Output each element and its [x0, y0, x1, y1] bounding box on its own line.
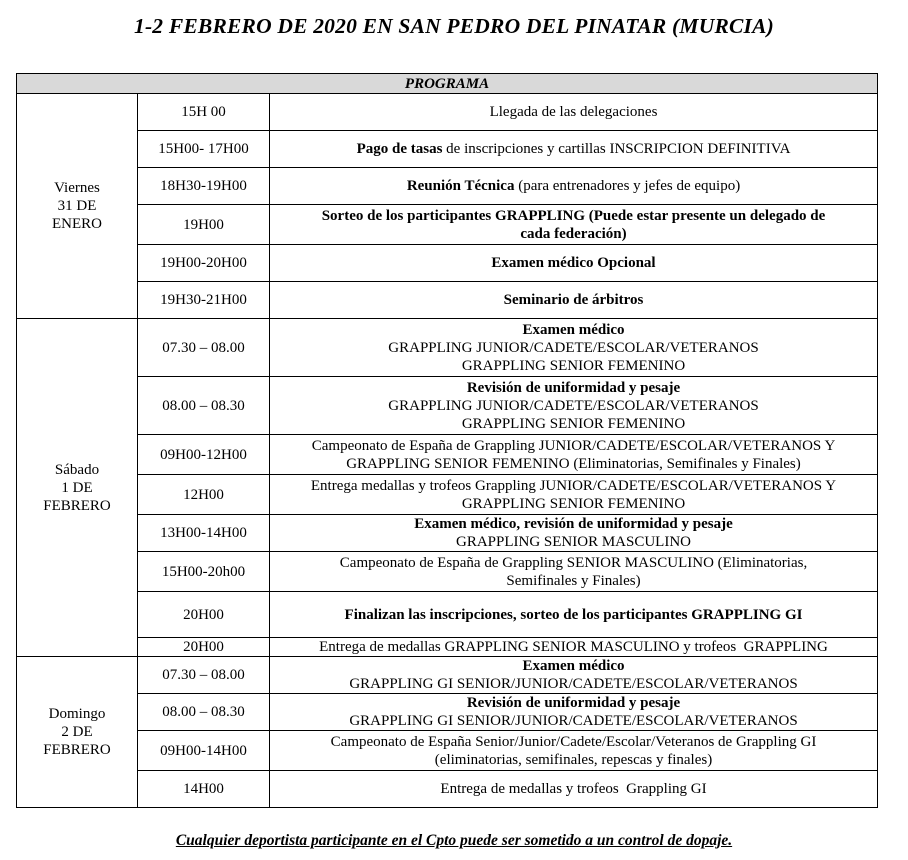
program-header-row	[17, 74, 878, 94]
activity-text: GRAPPLING SENIOR FEMENINO (Eliminatorias, Semifinales y Finales)	[346, 455, 801, 472]
activity-line	[276, 694, 871, 712]
activity-line	[276, 572, 871, 590]
activity-cell	[270, 205, 878, 245]
schedule-row	[17, 638, 878, 657]
activity-cell	[270, 168, 878, 205]
activity-line	[276, 254, 871, 272]
activity-cell	[270, 771, 878, 808]
activity-cell	[270, 435, 878, 475]
activity-text: Entrega de medallas y trofeos Grappling GI	[440, 781, 707, 797]
activity-text: GRAPPLING JUNIOR/CADETE/ESCOLAR/VETERANOS	[388, 397, 759, 414]
activity-text-bold: Examen médico Opcional	[491, 255, 656, 271]
activity-text-bold: cada federación)	[520, 225, 627, 242]
activity-cell	[270, 245, 878, 282]
time-cell: 20H00	[138, 638, 270, 657]
activity-text-bold: Examen médico	[522, 658, 625, 674]
activity-text: (para entrenadores y jefes de equipo)	[514, 178, 741, 194]
day-label-line: 2 DE	[61, 724, 93, 740]
activity-text-bold: Revisión de uniformidad y pesaje	[466, 379, 681, 396]
time-cell: 15H00-20h00	[138, 552, 270, 592]
activity-line	[276, 712, 871, 730]
time-cell: 08.00 – 08.30	[138, 694, 270, 731]
activity-line	[276, 751, 871, 769]
schedule-row	[17, 282, 878, 319]
day-cell	[17, 94, 138, 319]
program-header: PROGRAMA	[17, 74, 878, 94]
schedule-row	[17, 245, 878, 282]
activity-cell	[270, 657, 878, 694]
activity-cell	[270, 592, 878, 638]
activity-line	[276, 339, 871, 357]
schedule-row	[17, 515, 878, 552]
activity-text: GRAPPLING JUNIOR/CADETE/ESCOLAR/VETERANOS	[388, 339, 759, 356]
activity-text-bold: Sorteo de los participantes GRAPPLING (Puede estar presente un delegado de	[321, 207, 826, 224]
activity-line	[276, 437, 871, 455]
activity-cell	[270, 131, 878, 168]
activity-line	[276, 495, 871, 513]
schedule-row	[17, 94, 878, 131]
time-cell: 12H00	[138, 475, 270, 515]
activity-text: Campeonato de España de Grappling JUNIOR/CADETE/ESCOLAR/VETERANOS Y	[311, 437, 836, 454]
activity-text: Llegada de las delegaciones	[489, 104, 658, 120]
activity-line	[276, 657, 871, 675]
activity-line	[276, 533, 871, 551]
day-label-line: FEBRERO	[43, 497, 111, 514]
activity-text: Semifinales y Finales)	[506, 572, 641, 589]
time-cell: 09H00-14H00	[138, 731, 270, 771]
activity-line	[276, 638, 871, 656]
day-label-line: FEBRERO	[43, 742, 111, 758]
activity-text: Campeonato de España de Grappling SENIOR MASCULINO (Eliminatorias,	[339, 554, 808, 571]
activity-line	[276, 177, 871, 195]
time-cell: 08.00 – 08.30	[138, 377, 270, 435]
activity-cell	[270, 638, 878, 657]
day-label-line: Sábado	[54, 461, 100, 478]
activity-line	[276, 733, 871, 751]
activity-text: GRAPPLING SENIOR FEMENINO	[461, 357, 686, 374]
schedule-row	[17, 694, 878, 731]
activity-line	[276, 477, 871, 495]
doping-notice: Cualquier deportista participante en el Cpto puede ser sometido a un control de dopaje.	[175, 832, 733, 849]
activity-line	[276, 606, 871, 624]
activity-line	[276, 554, 871, 572]
activity-line	[276, 357, 871, 375]
day-label-line: 1 DE	[61, 479, 93, 496]
time-cell: 19H30-21H00	[138, 282, 270, 319]
activity-line	[276, 379, 871, 397]
activity-text-bold: Seminario de árbitros	[503, 292, 644, 308]
activity-line	[276, 321, 871, 339]
time-cell: 09H00-12H00	[138, 435, 270, 475]
schedule-row	[17, 131, 878, 168]
activity-text-bold: Reunión Técnica	[406, 178, 515, 194]
time-cell: 14H00	[138, 771, 270, 808]
activity-line	[276, 140, 871, 158]
day-label-line: Domingo	[48, 706, 106, 722]
activity-text: GRAPPLING GI SENIOR/JUNIOR/CADETE/ESCOLAR/VETERANOS	[349, 676, 798, 692]
time-cell: 20H00	[138, 592, 270, 638]
activity-text: GRAPPLING SENIOR FEMENINO	[461, 415, 686, 432]
day-cell	[17, 657, 138, 808]
activity-text: GRAPPLING SENIOR MASCULINO	[455, 534, 692, 550]
activity-line	[276, 291, 871, 309]
activity-line	[276, 515, 871, 533]
activity-text: Entrega de medallas GRAPPLING SENIOR MASCULINO y trofeos GRAPPLING	[319, 639, 828, 655]
schedule-row	[17, 377, 878, 435]
activity-line	[276, 780, 871, 798]
activity-cell	[270, 731, 878, 771]
activity-line	[276, 415, 871, 433]
schedule-row	[17, 205, 878, 245]
schedule-row	[17, 319, 878, 377]
activity-line	[276, 225, 871, 243]
activity-text: de inscripciones y cartillas INSCRIPCION DEFINITIVA	[442, 141, 791, 157]
activity-cell	[270, 552, 878, 592]
time-cell: 13H00-14H00	[138, 515, 270, 552]
activity-text-bold: Revisión de uniformidad y pesaje	[466, 695, 681, 711]
schedule-row	[17, 731, 878, 771]
activity-text-bold: Examen médico	[522, 321, 625, 338]
schedule-row	[17, 592, 878, 638]
activity-cell	[270, 319, 878, 377]
time-cell: 07.30 – 08.00	[138, 657, 270, 694]
activity-cell	[270, 475, 878, 515]
activity-text: GRAPPLING GI SENIOR/JUNIOR/CADETE/ESCOLAR/VETERANOS	[349, 713, 798, 729]
time-cell: 07.30 – 08.00	[138, 319, 270, 377]
day-cell	[17, 319, 138, 657]
activity-text: GRAPPLING SENIOR FEMENINO	[461, 495, 686, 512]
activity-cell	[270, 515, 878, 552]
page-title: 1-2 FEBRERO DE 2020 EN SAN PEDRO DEL PINATAR (MURCIA)	[134, 14, 774, 38]
time-cell: 19H00	[138, 205, 270, 245]
activity-cell	[270, 377, 878, 435]
time-cell: 18H30-19H00	[138, 168, 270, 205]
schedule-row	[17, 475, 878, 515]
day-label-line: ENERO	[52, 216, 102, 232]
activity-line	[276, 675, 871, 693]
activity-line	[276, 455, 871, 473]
schedule-row	[17, 771, 878, 808]
activity-cell	[270, 694, 878, 731]
program-body	[17, 94, 878, 808]
time-cell: 15H00- 17H00	[138, 131, 270, 168]
activity-cell	[270, 94, 878, 131]
day-label-line: 31 DE	[57, 198, 97, 214]
activity-text-bold: Pago de tasas	[356, 141, 443, 157]
day-label-line: Viernes	[54, 180, 100, 196]
activity-text: Entrega medallas y trofeos Grappling JUNIOR/CADETE/ESCOLAR/VETERANOS Y	[310, 477, 837, 494]
activity-cell	[270, 282, 878, 319]
activity-line	[276, 207, 871, 225]
activity-text: (eliminatorias, semifinales, repescas y finales)	[434, 751, 713, 768]
program-table	[16, 73, 878, 808]
activity-line	[276, 103, 871, 121]
activity-text-bold: Finalizan las inscripciones, sorteo de los participantes GRAPPLING GI	[344, 606, 803, 623]
schedule-row	[17, 657, 878, 694]
schedule-row	[17, 552, 878, 592]
activity-line	[276, 397, 871, 415]
activity-text: Campeonato de España Senior/Junior/Cadete/Escolar/Veteranos de Grappling GI	[330, 733, 817, 750]
time-cell: 15H 00	[138, 94, 270, 131]
schedule-row	[17, 435, 878, 475]
schedule-row	[17, 168, 878, 205]
time-cell: 19H00-20H00	[138, 245, 270, 282]
activity-text-bold: Examen médico, revisión de uniformidad y pesaje	[414, 516, 733, 532]
